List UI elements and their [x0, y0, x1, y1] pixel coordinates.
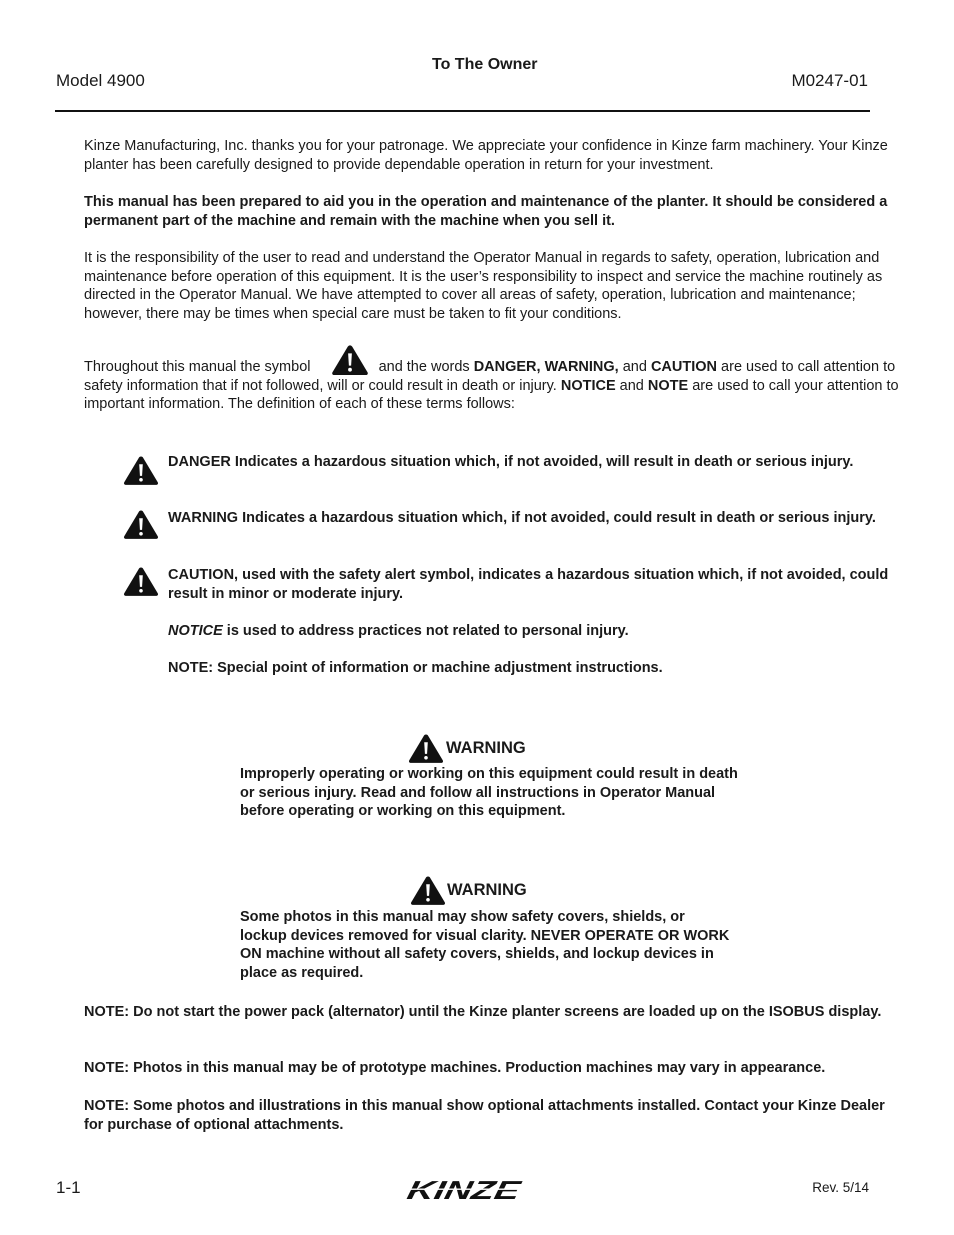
- header-rule: [55, 110, 870, 112]
- document-number: M0247-01: [791, 71, 868, 90]
- revision-label: Rev. 5/14: [812, 1180, 869, 1195]
- notice-definition: [168, 622, 903, 641]
- symbol-paragraph: [84, 358, 900, 414]
- caution-definition: CAUTION, used with the safety alert symbol, indicates a hazardous situation which, if not avoided, could result in minor or moderate injury.: [168, 567, 889, 602]
- caution-alert-icon: [123, 566, 159, 597]
- symbol-caution: CAUTION: [650, 359, 718, 375]
- warning-box-1-title: WARNING: [446, 739, 526, 757]
- symbol-note: NOTE: [647, 377, 689, 394]
- intro-paragraph-3: It is the responsibility of the user to read and understand the Operator Manual in regards to safety, operation, lubrication and maintenance before operation of this equipment. It is the user’s responsibility to inspect and service the machine routinely as directed in the Operator Manual. We have attempted to cover all areas of safety, operation, lubrication and maintenance; however, there may be times when special care must be taken to fit your conditions.: [84, 250, 883, 323]
- symbol-text-3: and: [622, 359, 647, 375]
- intro-paragraph-1: Kinze Manufacturing, Inc. thanks you for your patronage. We appreciate your confidence in Kinze farm machinery. Your Kinze planter has been carefully designed to provide dependable operation in return for your investment.: [84, 138, 888, 173]
- symbol-text-1: Throughout this manual the symbol: [84, 359, 311, 375]
- notice-word: NOTICE: [168, 623, 223, 639]
- note-optional-attachments: NOTE: Some photos and illustrations in this manual show optional attachments installed. Contact your Kinze Dealer for purchase of optional attachments.: [84, 1098, 885, 1133]
- symbol-text-2: and the words: [378, 359, 470, 375]
- note-prototype: NOTE: Photos in this manual may be of prototype machines. Production machines may vary in appearance.: [84, 1060, 826, 1076]
- warning-alert-icon: [123, 509, 159, 540]
- model-label: Model 4900: [56, 71, 145, 90]
- warning-box-1-icon: [408, 733, 444, 764]
- warning-box-1-body: Improperly operating or working on this equipment could result in death or serious injury. Read and follow all instructions in Operator Manual before operating or working on this equipment.: [240, 766, 738, 820]
- intro-paragraph-2: This manual has been prepared to aid you in the operation and maintenance of the planter. It should be considered a permanent part of the machine and remain with the machine when you sell it.: [84, 194, 888, 229]
- inline-alert-slot: [315, 361, 375, 371]
- page-number: 1-1: [56, 1178, 81, 1197]
- symbol-notice: NOTICE: [560, 377, 616, 394]
- warning-box-2-icon: [410, 875, 446, 906]
- symbol-text-5: and: [619, 377, 644, 394]
- symbol-danger-warning: DANGER, WARNING,: [473, 359, 619, 375]
- safety-alert-icon: [331, 344, 369, 376]
- danger-definition: DANGER Indicates a hazardous situation which, if not avoided, will result in death or serious injury.: [168, 454, 854, 470]
- kinze-logo-text: KINZE: [404, 1175, 489, 1205]
- notice-rest: is used to address practices not related to personal injury.: [222, 623, 629, 639]
- note-definition: NOTE: Special point of information or machine adjustment instructions.: [168, 660, 663, 676]
- note-power-pack: NOTE: Do not start the power pack (alternator) until the Kinze planter screens are loaded up on the ISOBUS display.: [84, 1004, 882, 1020]
- danger-alert-icon: [123, 455, 159, 486]
- warning-box-2-title: WARNING: [447, 881, 527, 899]
- kinze-logo: [404, 1175, 524, 1205]
- symbol-text-6: are used to call your attention to important information. The definition of each of these terms follows:: [84, 377, 899, 413]
- page-title: To The Owner: [432, 56, 538, 73]
- symbol-text-4: are used to call attention to safety information that if not followed, will or could result in death or injury.: [84, 359, 896, 394]
- warning-definition: WARNING Indicates a hazardous situation which, if not avoided, could result in death or serious injury.: [168, 510, 876, 526]
- warning-box-2-body: Some photos in this manual may show safety covers, shields, or lockup devices removed for visual clarity. NEVER OPERATE OR WORK ON machine without all safety covers, shields, and lockup devices in place as required.: [240, 909, 730, 982]
